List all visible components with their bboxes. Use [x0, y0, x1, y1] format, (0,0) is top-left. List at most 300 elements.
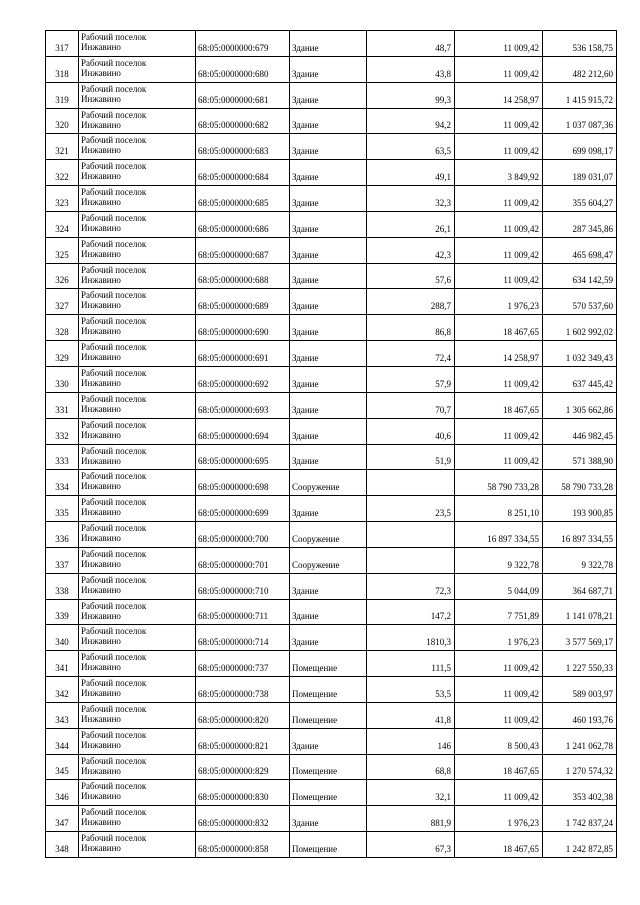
cadastral-number: 68:05:0000000:682 [196, 109, 290, 135]
area-value: 32,3 [367, 186, 455, 212]
locality-line-2: Инжавино [81, 765, 121, 776]
table-row [46, 367, 617, 393]
area-value: 32,1 [367, 780, 455, 806]
total-cost-value: 482 212,60 [543, 57, 617, 83]
locality-line-1: Рабочий поселок [81, 445, 147, 456]
table-row [46, 522, 617, 548]
locality-line-2: Инжавино [81, 584, 121, 595]
row-number: 339 [46, 600, 79, 626]
unit-cost-value: 9 322,78 [455, 548, 543, 574]
row-number: 335 [46, 496, 79, 522]
area-value: 99,3 [367, 83, 455, 109]
locality-line-2: Инжавино [81, 817, 121, 828]
table-row [46, 238, 617, 264]
cadastral-number: 68:05:0000000:737 [196, 651, 290, 677]
cadastral-number: 68:05:0000000:698 [196, 470, 290, 496]
locality-line-2: Инжавино [81, 42, 121, 52]
unit-cost-value: 18 467,65 [455, 393, 543, 419]
area-value: 43,8 [367, 57, 455, 83]
cadastral-number: 68:05:0000000:695 [196, 445, 290, 471]
table-row [46, 57, 617, 83]
locality [79, 419, 196, 445]
row-number: 334 [46, 470, 79, 496]
unit-cost-value: 11 009,42 [455, 780, 543, 806]
row-number: 320 [46, 109, 79, 135]
locality-line-1: Рабочий поселок [81, 238, 147, 249]
locality [79, 393, 196, 419]
cadastral-number: 68:05:0000000:690 [196, 315, 290, 341]
total-cost-value: 536 158,75 [543, 31, 617, 57]
locality-line-2: Инжавино [81, 248, 121, 259]
row-number: 346 [46, 780, 79, 806]
unit-cost-value: 11 009,42 [455, 703, 543, 729]
area-value: 72,3 [367, 574, 455, 600]
cadastral-number: 68:05:0000000:700 [196, 522, 290, 548]
area-value: 41,8 [367, 703, 455, 729]
locality-line-1: Рабочий поселок [81, 497, 147, 508]
locality-line-1: Рабочий поселок [81, 57, 147, 68]
unit-cost-value: 18 467,65 [455, 832, 543, 858]
unit-cost-value: 58 790 733,28 [455, 470, 543, 496]
area-value: 68,8 [367, 755, 455, 781]
locality-line-2: Инжавино [81, 636, 121, 647]
area-value: 26,1 [367, 212, 455, 238]
area-value: 23,5 [367, 496, 455, 522]
unit-cost-value: 1 976,23 [455, 625, 543, 651]
area-value: 94,2 [367, 109, 455, 135]
locality-line-1: Рабочий поселок [81, 419, 147, 430]
row-number: 328 [46, 315, 79, 341]
area-value: 288,7 [367, 289, 455, 315]
row-number: 347 [46, 806, 79, 832]
total-cost-value: 1 032 349,43 [543, 341, 617, 367]
locality [79, 134, 196, 160]
locality [79, 83, 196, 109]
unit-cost-value: 11 009,42 [455, 57, 543, 83]
area-value: 67,3 [367, 832, 455, 858]
row-number: 341 [46, 651, 79, 677]
row-number: 327 [46, 289, 79, 315]
locality-line-2: Инжавино [81, 403, 121, 414]
object-type: Здание [290, 367, 367, 393]
total-cost-value: 1 305 662,86 [543, 393, 617, 419]
cadastral-number: 68:05:0000000:689 [196, 289, 290, 315]
locality-line-2: Инжавино [81, 533, 121, 544]
unit-cost-value: 11 009,42 [455, 419, 543, 445]
table-row [46, 341, 617, 367]
row-number: 337 [46, 548, 79, 574]
unit-cost-value: 11 009,42 [455, 651, 543, 677]
object-type: Здание [290, 264, 367, 290]
cadastral-number: 68:05:0000000:699 [196, 496, 290, 522]
object-type: Здание [290, 419, 367, 445]
unit-cost-value: 11 009,42 [455, 238, 543, 264]
total-cost-value: 9 322,78 [543, 548, 617, 574]
total-cost-value: 465 698,47 [543, 238, 617, 264]
locality [79, 289, 196, 315]
locality-line-1: Рабочий поселок [81, 109, 147, 120]
cadastral-number: 68:05:0000000:684 [196, 160, 290, 186]
total-cost-value: 589 003,97 [543, 677, 617, 703]
locality-line-1: Рабочий поселок [81, 367, 147, 378]
table-row [46, 419, 617, 445]
cadastral-number: 68:05:0000000:692 [196, 367, 290, 393]
unit-cost-value: 11 009,42 [455, 31, 543, 57]
area-value [367, 548, 455, 574]
total-cost-value: 1 742 837,24 [543, 806, 617, 832]
object-type: Здание [290, 445, 367, 471]
table-row [46, 445, 617, 471]
row-number: 318 [46, 57, 79, 83]
cadastral-number: 68:05:0000000:693 [196, 393, 290, 419]
unit-cost-value: 14 258,97 [455, 341, 543, 367]
locality-line-1: Рабочий поселок [81, 161, 147, 172]
cadastral-number: 68:05:0000000:687 [196, 238, 290, 264]
table-row [46, 651, 617, 677]
area-value: 51,9 [367, 445, 455, 471]
table-row [46, 393, 617, 419]
table-row [46, 264, 617, 290]
locality [79, 445, 196, 471]
object-type: Здание [290, 625, 367, 651]
total-cost-value: 1 602 992,02 [543, 315, 617, 341]
unit-cost-value: 11 009,42 [455, 109, 543, 135]
locality-line-1: Рабочий поселок [81, 135, 147, 146]
object-type: Сооружение [290, 548, 367, 574]
table-row [46, 83, 617, 109]
locality-line-1: Рабочий поселок [81, 600, 147, 611]
total-cost-value: 193 900,85 [543, 496, 617, 522]
locality [79, 109, 196, 135]
cadastral-number: 68:05:0000000:714 [196, 625, 290, 651]
area-value: 111,5 [367, 651, 455, 677]
cadastral-number: 68:05:0000000:711 [196, 600, 290, 626]
locality [79, 574, 196, 600]
locality-line-2: Инжавино [81, 377, 121, 388]
total-cost-value: 1 241 062,78 [543, 729, 617, 755]
table-row [46, 496, 617, 522]
table-row [46, 160, 617, 186]
locality-line-2: Инжавино [81, 713, 121, 724]
total-cost-value: 1 227 550,33 [543, 651, 617, 677]
cadastral-number: 68:05:0000000:694 [196, 419, 290, 445]
area-value: 57,9 [367, 367, 455, 393]
row-number: 330 [46, 367, 79, 393]
locality [79, 651, 196, 677]
locality-line-2: Инжавино [81, 171, 121, 182]
locality-line-2: Инжавино [81, 688, 121, 699]
locality [79, 315, 196, 341]
table-row [46, 134, 617, 160]
locality-line-1: Рабочий поселок [81, 652, 147, 663]
table-row [46, 755, 617, 781]
cadastral-number: 68:05:0000000:701 [196, 548, 290, 574]
row-number: 324 [46, 212, 79, 238]
object-type: Здание [290, 83, 367, 109]
object-type: Здание [290, 109, 367, 135]
cadastral-number: 68:05:0000000:820 [196, 703, 290, 729]
locality-line-1: Рабочий поселок [81, 264, 147, 275]
object-type: Помещение [290, 832, 367, 858]
total-cost-value: 446 982,45 [543, 419, 617, 445]
unit-cost-value: 11 009,42 [455, 134, 543, 160]
locality [79, 470, 196, 496]
object-type: Здание [290, 315, 367, 341]
locality-line-2: Инжавино [81, 843, 121, 854]
locality [79, 832, 196, 858]
cadastral-number: 68:05:0000000:681 [196, 83, 290, 109]
row-number: 326 [46, 264, 79, 290]
row-number: 336 [46, 522, 79, 548]
locality [79, 31, 196, 57]
table-row [46, 729, 617, 755]
area-value: 40,6 [367, 419, 455, 445]
table-row [46, 212, 617, 238]
unit-cost-value: 5 044,09 [455, 574, 543, 600]
cadastral-number: 68:05:0000000:683 [196, 134, 290, 160]
locality-line-1: Рабочий поселок [81, 393, 147, 404]
total-cost-value: 58 790 733,28 [543, 470, 617, 496]
object-type: Здание [290, 806, 367, 832]
object-type: Здание [290, 729, 367, 755]
area-value [367, 522, 455, 548]
row-number: 345 [46, 755, 79, 781]
row-number: 342 [46, 677, 79, 703]
row-number: 325 [46, 238, 79, 264]
cadastral-number: 68:05:0000000:679 [196, 31, 290, 57]
locality [79, 729, 196, 755]
object-type: Здание [290, 289, 367, 315]
object-type: Здание [290, 160, 367, 186]
locality [79, 160, 196, 186]
cadastral-number: 68:05:0000000:686 [196, 212, 290, 238]
row-number: 329 [46, 341, 79, 367]
locality-line-1: Рабочий поселок [81, 290, 147, 301]
table-row [46, 600, 617, 626]
total-cost-value: 189 031,07 [543, 160, 617, 186]
unit-cost-value: 3 849,92 [455, 160, 543, 186]
locality [79, 212, 196, 238]
row-number: 321 [46, 134, 79, 160]
area-value: 72,4 [367, 341, 455, 367]
table-row [46, 548, 617, 574]
area-value: 147,2 [367, 600, 455, 626]
object-type: Здание [290, 186, 367, 212]
locality-line-2: Инжавино [81, 67, 121, 78]
total-cost-value: 1 037 087,36 [543, 109, 617, 135]
locality-line-1: Рабочий поселок [81, 755, 147, 766]
locality-line-2: Инжавино [81, 145, 121, 156]
property-table [45, 30, 617, 858]
locality [79, 755, 196, 781]
area-value: 881,9 [367, 806, 455, 832]
object-type: Сооружение [290, 470, 367, 496]
cadastral-number: 68:05:0000000:691 [196, 341, 290, 367]
locality-line-2: Инжавино [81, 274, 121, 285]
table-row [46, 703, 617, 729]
locality-line-2: Инжавино [81, 197, 121, 208]
total-cost-value: 634 142,59 [543, 264, 617, 290]
locality [79, 548, 196, 574]
total-cost-value: 1 270 574,32 [543, 755, 617, 781]
area-value: 49,1 [367, 160, 455, 186]
object-type: Здание [290, 496, 367, 522]
cadastral-number: 68:05:0000000:710 [196, 574, 290, 600]
area-value: 146 [367, 729, 455, 755]
locality-line-1: Рабочий поселок [81, 781, 147, 792]
locality [79, 780, 196, 806]
object-type: Здание [290, 341, 367, 367]
locality [79, 186, 196, 212]
total-cost-value: 364 687,71 [543, 574, 617, 600]
locality-line-2: Инжавино [81, 481, 121, 492]
locality [79, 264, 196, 290]
locality-line-2: Инжавино [81, 119, 121, 130]
unit-cost-value: 11 009,42 [455, 264, 543, 290]
locality [79, 625, 196, 651]
locality [79, 57, 196, 83]
locality [79, 806, 196, 832]
row-number: 348 [46, 832, 79, 858]
locality-line-2: Инжавино [81, 610, 121, 621]
locality-line-2: Инжавино [81, 300, 121, 311]
locality-line-1: Рабочий поселок [81, 703, 147, 714]
locality [79, 496, 196, 522]
area-value: 57,6 [367, 264, 455, 290]
row-number: 331 [46, 393, 79, 419]
locality-line-1: Рабочий поселок [81, 187, 147, 198]
locality [79, 600, 196, 626]
area-value: 42,3 [367, 238, 455, 264]
locality-line-1: Рабочий поселок [81, 523, 147, 534]
area-value: 48,7 [367, 31, 455, 57]
area-value: 63,5 [367, 134, 455, 160]
unit-cost-value: 16 897 334,55 [455, 522, 543, 548]
locality-line-2: Инжавино [81, 352, 121, 363]
total-cost-value: 353 402,38 [543, 780, 617, 806]
object-type: Здание [290, 238, 367, 264]
locality-line-1: Рабочий поселок [81, 316, 147, 327]
table-row [46, 574, 617, 600]
locality-line-2: Инжавино [81, 507, 121, 518]
locality-line-1: Рабочий поселок [81, 471, 147, 482]
total-cost-value: 16 897 334,55 [543, 522, 617, 548]
object-type: Помещение [290, 780, 367, 806]
locality-line-2: Инжавино [81, 222, 121, 233]
locality [79, 522, 196, 548]
locality [79, 367, 196, 393]
row-number: 344 [46, 729, 79, 755]
locality [79, 238, 196, 264]
locality-line-2: Инжавино [81, 429, 121, 440]
object-type: Помещение [290, 651, 367, 677]
object-type: Здание [290, 31, 367, 57]
table-row [46, 780, 617, 806]
row-number: 317 [46, 31, 79, 57]
total-cost-value: 571 388,90 [543, 445, 617, 471]
total-cost-value: 1 242 872,85 [543, 832, 617, 858]
unit-cost-value: 11 009,42 [455, 445, 543, 471]
area-value [367, 470, 455, 496]
object-type: Помещение [290, 755, 367, 781]
table-row [46, 677, 617, 703]
unit-cost-value: 11 009,42 [455, 212, 543, 238]
total-cost-value: 1 141 078,21 [543, 600, 617, 626]
unit-cost-value: 1 976,23 [455, 806, 543, 832]
area-value: 70,7 [367, 393, 455, 419]
object-type: Здание [290, 393, 367, 419]
unit-cost-value: 18 467,65 [455, 755, 543, 781]
unit-cost-value: 11 009,42 [455, 677, 543, 703]
row-number: 338 [46, 574, 79, 600]
locality-line-2: Инжавино [81, 791, 121, 802]
table-row [46, 470, 617, 496]
locality-line-1: Рабочий поселок [81, 729, 147, 740]
locality [79, 703, 196, 729]
unit-cost-value: 8 500,43 [455, 729, 543, 755]
locality [79, 341, 196, 367]
table-row [46, 625, 617, 651]
cadastral-number: 68:05:0000000:832 [196, 806, 290, 832]
object-type: Здание [290, 212, 367, 238]
area-value: 86,8 [367, 315, 455, 341]
locality-line-1: Рабочий поселок [81, 548, 147, 559]
table-row [46, 109, 617, 135]
row-number: 333 [46, 445, 79, 471]
locality-line-2: Инжавино [81, 455, 121, 466]
total-cost-value: 699 098,17 [543, 134, 617, 160]
table-row [46, 289, 617, 315]
row-number: 323 [46, 186, 79, 212]
locality-line-2: Инжавино [81, 739, 121, 750]
row-number: 343 [46, 703, 79, 729]
table-row [46, 31, 617, 57]
total-cost-value: 1 415 915,72 [543, 83, 617, 109]
unit-cost-value: 11 009,42 [455, 186, 543, 212]
table-row [46, 315, 617, 341]
row-number: 319 [46, 83, 79, 109]
total-cost-value: 637 445,42 [543, 367, 617, 393]
unit-cost-value: 8 251,10 [455, 496, 543, 522]
total-cost-value: 355 604,27 [543, 186, 617, 212]
locality-line-1: Рабочий поселок [81, 32, 147, 42]
unit-cost-value: 11 009,42 [455, 367, 543, 393]
locality-line-2: Инжавино [81, 662, 121, 673]
object-type: Здание [290, 134, 367, 160]
locality-line-1: Рабочий поселок [81, 574, 147, 585]
total-cost-value: 570 537,60 [543, 289, 617, 315]
table-row [46, 186, 617, 212]
row-number: 332 [46, 419, 79, 445]
object-type: Здание [290, 57, 367, 83]
area-value: 53,5 [367, 677, 455, 703]
total-cost-value: 3 577 569,17 [543, 625, 617, 651]
area-value: 1810,3 [367, 625, 455, 651]
table-row [46, 832, 617, 858]
total-cost-value: 460 193,76 [543, 703, 617, 729]
unit-cost-value: 7 751,89 [455, 600, 543, 626]
object-type: Помещение [290, 677, 367, 703]
cadastral-number: 68:05:0000000:688 [196, 264, 290, 290]
locality-line-2: Инжавино [81, 558, 121, 569]
object-type: Здание [290, 600, 367, 626]
row-number: 322 [46, 160, 79, 186]
locality-line-1: Рабочий поселок [81, 807, 147, 818]
locality [79, 677, 196, 703]
object-type: Здание [290, 574, 367, 600]
object-type: Сооружение [290, 522, 367, 548]
cadastral-number: 68:05:0000000:821 [196, 729, 290, 755]
